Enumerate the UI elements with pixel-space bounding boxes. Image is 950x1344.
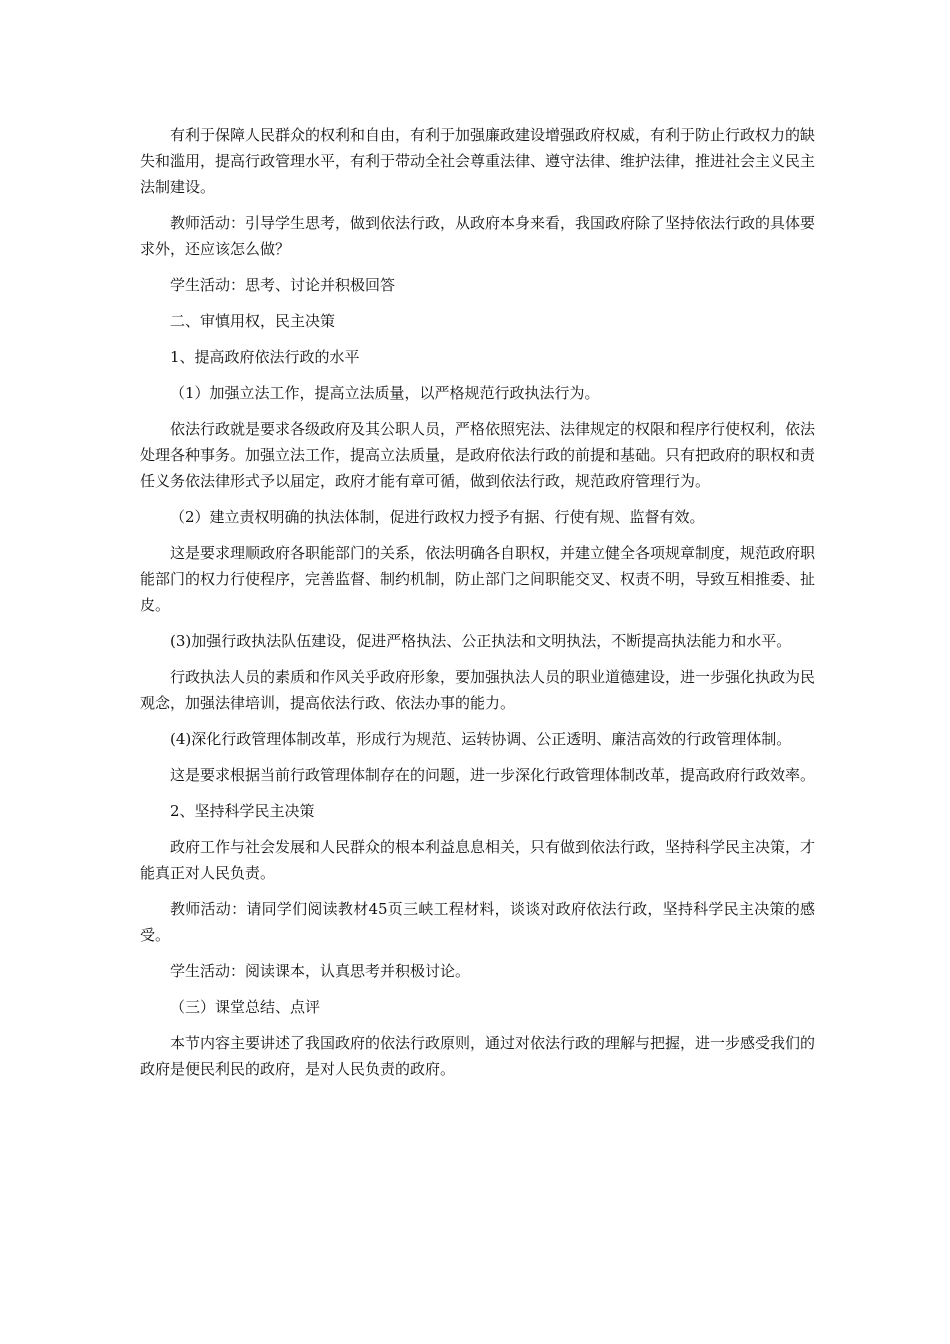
- decision-body: 政府工作与社会发展和人民群众的根本利益息息相关，只有做到依法行政，坚持科学民主决策，才能真正对人民负责。: [140, 838, 816, 882]
- item-3-heading: (3)加强行政执法队伍建设，促进严格执法、公正执法和文明执法，不断提高执法能力和水平。: [170, 632, 792, 650]
- subheading-2: 2、坚持科学民主决策: [170, 802, 315, 820]
- section-heading-2: 二、审慎用权，民主决策: [170, 312, 336, 330]
- item-2-heading: （2）建立责权明确的执法体制，促进行政权力授予有据、行使有规、监督有效。: [170, 508, 705, 526]
- paragraph-benefits: 有利于保障人民群众的权利和自由，有利于加强廉政建设增强政府权威，有利于防止行政权力的缺失和滥用，提高行政管理水平，有利于带动全社会尊重法律、遵守法律、维护法律，推进社会主义民主法制建设。: [140, 126, 816, 196]
- subheading-1: 1、提高政府依法行政的水平: [170, 348, 360, 366]
- paragraph-student-activity-1: 学生活动：思考、讨论并积极回答: [170, 276, 396, 294]
- item-2-body: 这是要求理顺政府各职能部门的关系，依法明确各自职权，并建立健全各项规章制度，规范政府职能部门的权力行使程序，完善监督、制约机制，防止部门之间职能交叉、权责不明，导致互相推委、扯皮。: [140, 544, 816, 614]
- item-3-body: 行政执法人员的素质和作风关乎政府形象，要加强执法人员的职业道德建设，进一步强化执政为民观念，加强法律培训，提高依法行政、依法办事的能力。: [140, 668, 816, 712]
- document-page: [140, 122, 815, 1092]
- paragraph-teacher-activity-2: 教师活动：请同学们阅读教材45页三峡工程材料，谈谈对政府依法行政，坚持科学民主决策的感受。: [140, 900, 815, 944]
- paragraph-teacher-activity-1: 教师活动：引导学生思考，做到依法行政，从政府本身来看，我国政府除了坚持依法行政的具体要求外，还应该怎么做？: [140, 214, 816, 258]
- item-1-body: 依法行政就是要求各级政府及其公职人员，严格依照宪法、法律规定的权限和程序行使权利，依法处理各种事务。加强立法工作，提高立法质量，是政府依法行政的前提和基础。只有把政府的职权和责任义务依法律形式予以届定，政府才能有章可循，做到依法行政，规范政府管理行为。: [140, 420, 816, 490]
- item-1-heading: （1）加强立法工作，提高立法质量，以严格规范行政执法行为。: [170, 384, 600, 402]
- paragraph-student-activity-2: 学生活动：阅读课本，认真思考并积极讨论。: [170, 962, 471, 980]
- item-4-body: 这是要求根据当前行政管理体制存在的问题，进一步深化行政管理体制改革，提高政府行政效率。: [170, 766, 816, 784]
- section-heading-summary: （三）课堂总结、点评: [170, 998, 321, 1016]
- summary-body: 本节内容主要讲述了我国政府的依法行政原则，通过对依法行政的理解与把握，进一步感受我们的政府是便民利民的政府，是对人民负责的政府。: [140, 1034, 816, 1078]
- item-4-heading: (4)深化行政管理体制改革，形成行为规范、运转协调、公正透明、廉洁高效的行政管理体制。: [170, 730, 792, 748]
